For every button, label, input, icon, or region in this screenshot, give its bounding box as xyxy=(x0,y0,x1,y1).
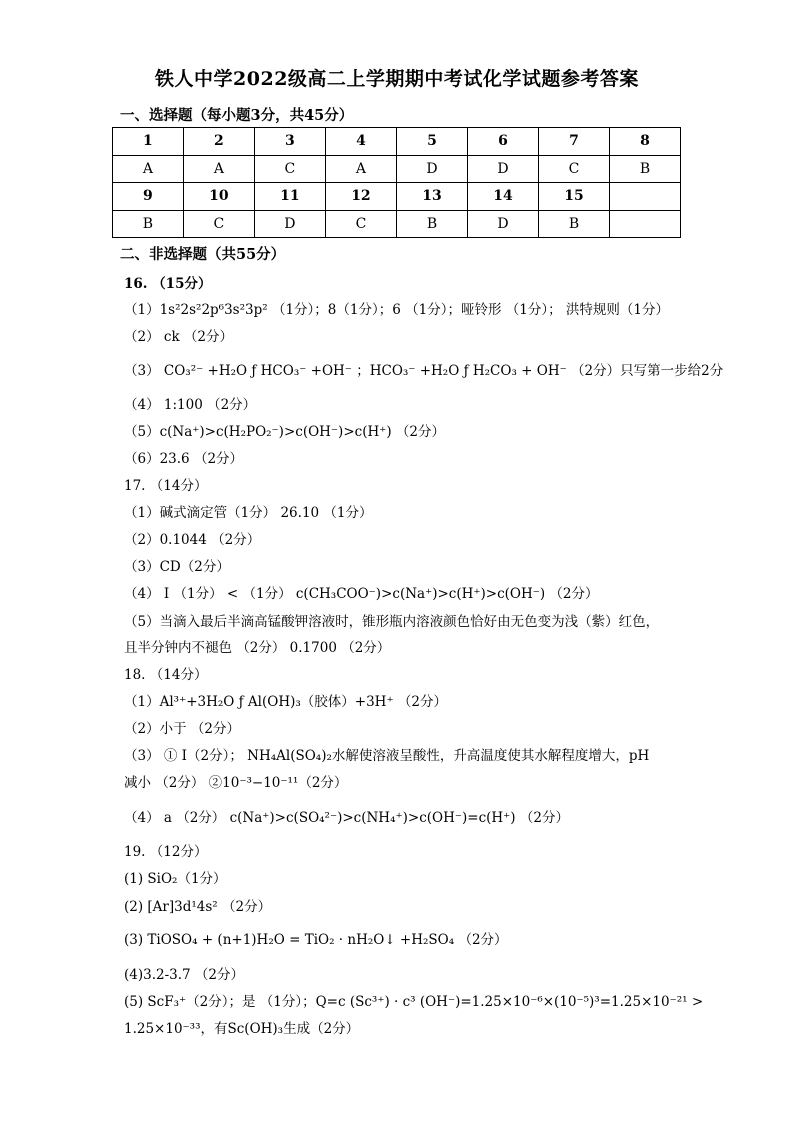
table-cell: 7 xyxy=(539,128,610,156)
table-cell: 4 xyxy=(325,128,396,156)
q18-line-2: （2）小于 （2分） xyxy=(124,721,240,737)
table-cell: D xyxy=(467,210,538,238)
q19-line-2: (2) [Ar]3d¹4s² （2分） xyxy=(124,899,272,915)
section-nonchoice-heading: 二、非选择题（共55分） xyxy=(120,246,286,263)
table-cell: D xyxy=(396,155,467,183)
q16-heading: 16. （15分） xyxy=(124,276,212,292)
table-cell: 6 xyxy=(467,128,538,156)
q16-line-6: （6）23.6 （2分） xyxy=(124,451,244,467)
answer-table xyxy=(112,127,681,238)
table-cell: A xyxy=(183,155,254,183)
table-cell: C xyxy=(183,210,254,238)
q16-line-4: （4） 1:100 （2分） xyxy=(124,397,257,413)
section-choice-heading: 一、选择题（每小题3分，共45分） xyxy=(120,107,354,124)
q16-line-1: （1）1s²2s²2p⁶3s²3p² （1分）；8（1分）；6 （1分）；哑铃形 （1分）； 洪特规则（1分） xyxy=(124,302,669,318)
q17-heading: 17. （14分） xyxy=(124,478,208,494)
table-cell: 8 xyxy=(610,128,681,156)
table-cell: A xyxy=(325,155,396,183)
table-cell: C xyxy=(254,155,325,183)
table-cell: 13 xyxy=(396,183,467,211)
q17-line-3: （3）CD（2分） xyxy=(124,559,230,575)
q17-line-5: （5）当滴入最后半滴高锰酸钾溶液时，锥形瓶内溶液颜色恰好由无色变为浅（紫）红色， xyxy=(124,614,660,630)
q17-line-1: （1）碱式滴定管（1分） 26.10 （1分） xyxy=(124,505,373,521)
table-cell: B xyxy=(610,155,681,183)
table-cell: 10 xyxy=(183,183,254,211)
table-cell: 14 xyxy=(467,183,538,211)
table-cell: 9 xyxy=(113,183,184,211)
table-cell: A xyxy=(113,155,184,183)
table-cell: B xyxy=(113,210,184,238)
q18-heading: 18. （14分） xyxy=(124,667,208,683)
q17-line-2: （2）0.1044 （2分） xyxy=(124,532,261,548)
table-answer-row xyxy=(113,210,681,238)
table-cell: B xyxy=(396,210,467,238)
q16-line-3: （3） CO₃²⁻ +H₂O ƒ HCO₃⁻ +OH⁻ ；HCO₃⁻ +H₂O ƒ H₂CO₃ + OH⁻ （2分）只写第一步给2分 xyxy=(124,363,724,379)
q18-line-3: （3） ① I（2分）； NH₄Al(SO₄)₂水解使溶液呈酸性，升高温度使其水解程度增大，pH xyxy=(124,748,650,764)
q19-line-6: 1.25×10⁻³³，有Sc(OH)₃生成（2分） xyxy=(124,1021,360,1037)
table-cell: D xyxy=(254,210,325,238)
table-cell: 12 xyxy=(325,183,396,211)
table-cell: 11 xyxy=(254,183,325,211)
q18-line-4: 减小 （2分） ②10⁻³−10⁻¹¹（2分） xyxy=(124,775,348,791)
page-title: 铁人中学2022级高二上学期期中考试化学试题参考答案 xyxy=(155,68,639,90)
table-cell xyxy=(610,183,681,211)
table-cell: 2 xyxy=(183,128,254,156)
table-question-row xyxy=(113,128,681,156)
table-cell xyxy=(610,210,681,238)
q18-line-5: （4） a （2分） c(Na⁺)>c(SO₄²⁻)>c(NH₄⁺)>c(OH⁻)=c(H⁺) （2分） xyxy=(124,810,569,826)
table-cell: 1 xyxy=(113,128,184,156)
table-cell: 5 xyxy=(396,128,467,156)
table-cell: B xyxy=(539,210,610,238)
table-cell: C xyxy=(539,155,610,183)
table-cell: 3 xyxy=(254,128,325,156)
table-answer-row xyxy=(113,155,681,183)
q19-line-1: (1) SiO₂（1分） xyxy=(124,871,227,887)
q19-line-3: (3) TiOSO₄ + (n+1)H₂O = TiO₂ · nH₂O↓ +H₂SO₄ （2分） xyxy=(124,932,508,948)
q16-line-5: （5）c(Na⁺)>c(H₂PO₂⁻)>c(OH⁻)>c(H⁺) （2分） xyxy=(124,424,446,440)
q16-line-2: （2） ck （2分） xyxy=(124,329,234,345)
q17-line-6: 且半分钟内不褪色 （2分） 0.1700 （2分） xyxy=(124,640,391,656)
table-question-row xyxy=(113,183,681,211)
table-cell: C xyxy=(325,210,396,238)
q19-line-5: (5) ScF₃⁺（2分）；是 （1分）；Q=c (Sc³⁺) · c³ (OH⁻)=1.25×10⁻⁶×(10⁻⁵)³=1.25×10⁻²¹ > xyxy=(124,994,704,1010)
q17-line-4: （4） I （1分） < （1分） c(CH₃COO⁻)>c(Na⁺)>c(H⁺)>c(OH⁻) （2分） xyxy=(124,586,599,602)
table-cell: D xyxy=(467,155,538,183)
q19-line-4: (4)3.2-3.7 （2分） xyxy=(124,967,245,983)
table-cell: 15 xyxy=(539,183,610,211)
q18-line-1: （1）Al³⁺+3H₂O ƒ Al(OH)₃（胶体）+3H⁺ （2分） xyxy=(124,694,447,710)
q19-heading: 19. （12分） xyxy=(124,844,208,860)
